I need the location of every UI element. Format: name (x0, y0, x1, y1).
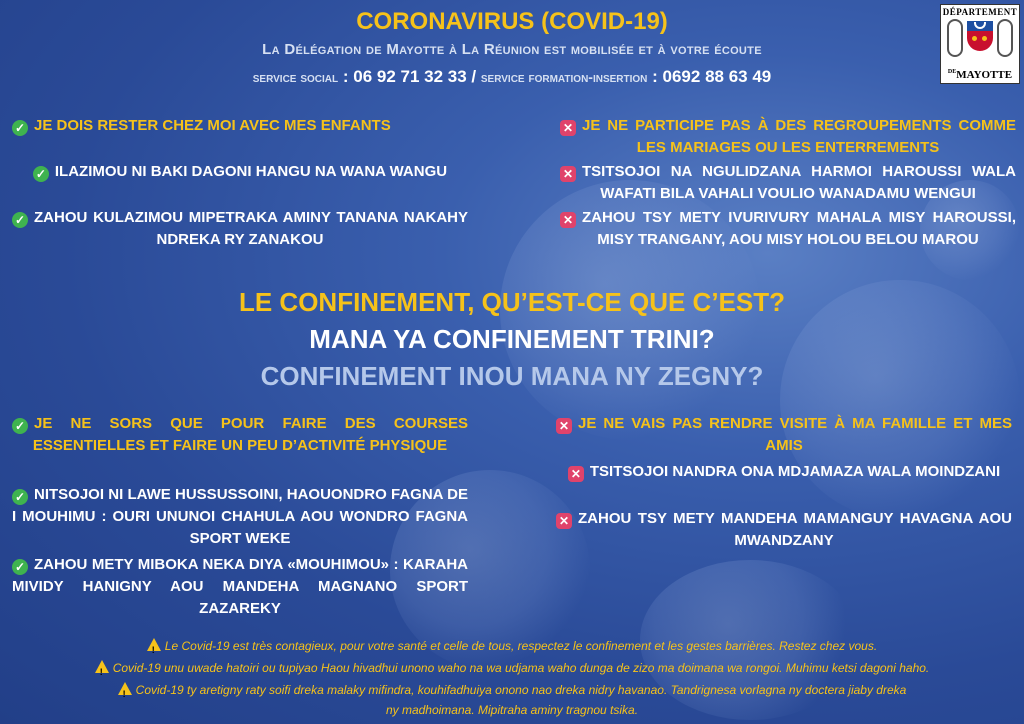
item-text: ZAHOU KULAZIMOU MIPETRAKA AMINY TANANA NAKAHY NDREKA RY ZANAKOU (34, 209, 468, 248)
logo-top-text: DÉPARTEMENT (942, 7, 1018, 17)
contact-label-formation: service formation-insertion (480, 69, 648, 85)
check-circle-icon: ✓ (12, 120, 28, 136)
cross-square-icon: ✕ (556, 418, 572, 434)
footer-text: ny madhoimana. Mipitraha aminy tragnou tsika. (385, 703, 639, 717)
check-circle-icon: ✓ (33, 166, 49, 182)
cross-square-icon: ✕ (560, 166, 576, 182)
item-text: ILAZIMOU NI BAKI DAGONI HANGU NA WANA WANGU (54, 163, 448, 180)
list-item (560, 115, 1016, 159)
page-subtitle: La Délégation de Mayotte à La Réunion est mobilisée et à votre écoute (262, 41, 762, 58)
item-text: ZAHOU TSY METY IVURIVURY MAHALA MISY HAROUSSI, MISY TRANGANY, AOU MISY HOLOU BELOU MAROU (582, 209, 1016, 248)
contact-label-social: service social (252, 69, 339, 85)
logo-bottom-small: DE (947, 69, 957, 75)
footer-line-kibushi-cont (0, 700, 1024, 720)
list-item (12, 161, 468, 183)
list-item (556, 508, 1012, 552)
footer-text: Le Covid-19 est très contagieux, pour votre santé et celle de tous, respectez le confinement et les gestes barrières. Restez chez vous. (164, 639, 878, 653)
footer-text: Covid-19 unu uwade hatoiri ou tupiyao Haou hivadhui unono waho na wa udjama waho dunga de zizo ma doimana wa rongoi. Muhimu ketsi dagoni haho. (112, 661, 930, 675)
contact-line (0, 67, 1024, 87)
list-item (12, 484, 468, 550)
list-item (560, 161, 1016, 205)
list-item (556, 413, 1012, 457)
item-text: TSITSOJOI NA NGULIDZANA HARMOI HAROUSSI WALA WAFATI BILA VAHALI VOULIO WANADAMU WENGUI (582, 163, 1016, 202)
check-circle-icon: ✓ (12, 559, 28, 575)
footer-text: Covid-19 ty aretigny raty soifi dreka malaky mifindra, kouhifadhuiya onono nao dreka nidry havanao. Tandrignesa vorlagna ny doctera jiaby dreka (135, 683, 907, 697)
logo-bottom-text: MAYOTTE (956, 69, 1013, 81)
question-french: LE CONFINEMENT, QU’EST-CE QUE C’EST? (238, 287, 786, 317)
seahorse-left-icon (947, 19, 963, 57)
item-text: JE NE VAIS PAS RENDRE VISITE À MA FAMILLE ET MES AMIS (578, 415, 1012, 454)
item-text: JE NE PARTICIPE PAS À DES REGROUPEMENTS COMME LES MARIAGES OU LES ENTERREMENTS (582, 117, 1016, 156)
footer-line-french (0, 636, 1024, 656)
item-text: ZAHOU TSY METY MANDEHA MAMANGUY HAVAGNA AOU MWANDZANY (578, 510, 1012, 549)
check-circle-icon: ✓ (12, 489, 28, 505)
item-text: JE DOIS RESTER CHEZ MOI AVEC MES ENFANTS (34, 117, 391, 134)
list-item (12, 115, 468, 137)
item-text: JE NE SORS QUE POUR FAIRE DES COURSES ESSENTIELLES ET FAIRE UN PEU D’ACTIVITÉ PHYSIQUE (32, 415, 468, 454)
list-item (560, 207, 1016, 251)
page-title: CORONAVIRUS (COVID-19) (356, 8, 668, 35)
contact-phone-social: : 06 92 71 32 33 / (342, 67, 477, 86)
list-item (12, 207, 468, 251)
list-item (12, 554, 468, 620)
list-item (556, 461, 1012, 483)
cross-square-icon: ✕ (556, 513, 572, 529)
cross-square-icon: ✕ (568, 466, 584, 482)
departement-mayotte-logo (940, 4, 1020, 84)
coat-of-arms-icon (967, 21, 993, 51)
question-kibushi: CONFINEMENT INOU MANA NY ZEGNY? (260, 361, 764, 391)
item-text: NITSOJOI NI LAWE HUSSUSSOINI, HAOUONDRO FAGNA DE I MOUHIMU : OURI UNUNOI CHAHULA AOU WONDRO FAGNA SPORT WEKE (12, 486, 468, 547)
cross-square-icon: ✕ (560, 120, 576, 136)
item-text: TSITSOJOI NANDRA ONA MDJAMAZA WALA MOINDZANI (589, 463, 1001, 480)
contact-phone-formation: : 0692 88 63 49 (652, 67, 772, 86)
item-text: ZAHOU METY MIBOKA NEKA DIYA «MOUHIMOU» : KARAHA MIVIDY HANIGNY AOU MANDEHA MAGNANO SPORT ZAZAREKY (12, 556, 468, 617)
seahorse-right-icon (997, 19, 1013, 57)
warning-icon (95, 660, 109, 673)
check-circle-icon: ✓ (12, 418, 28, 434)
footer-line-kibushi (0, 680, 1024, 700)
warning-icon (147, 638, 161, 651)
warning-icon (118, 682, 132, 695)
footer-line-shimaore (0, 658, 1024, 678)
logo-bottom (941, 69, 1019, 81)
list-item (12, 413, 468, 457)
cross-square-icon: ✕ (560, 212, 576, 228)
question-shimaore: MANA YA CONFINEMENT TRINI? (309, 324, 715, 354)
check-circle-icon: ✓ (12, 212, 28, 228)
